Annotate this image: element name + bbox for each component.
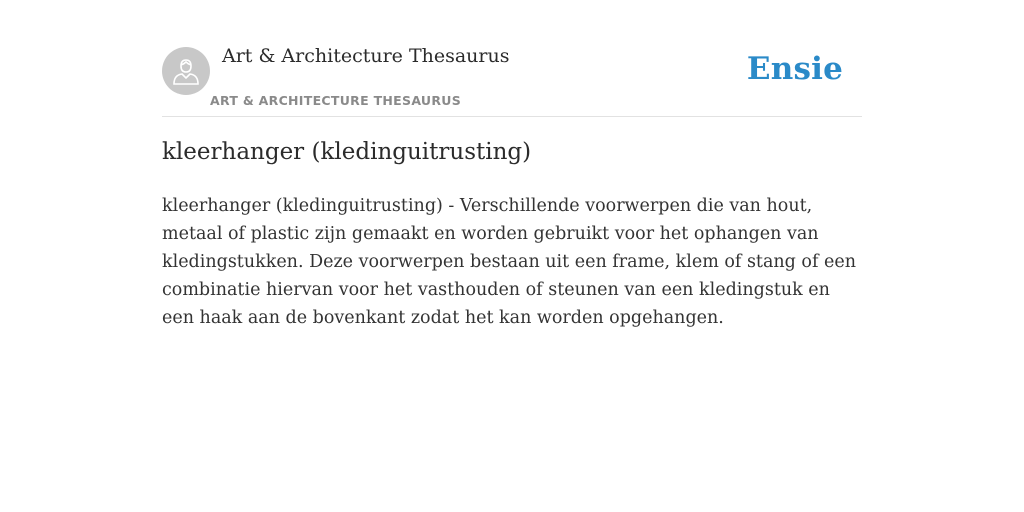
definition-text: kleerhanger (kledinguitrusting) - Verschillende voorwerpen die van hout, metaal of plastic zijn gemaakt en worden gebruikt voor het ophangen van kledingstukken. Deze voorwerpen bestaan uit een frame, klem of stang of een combinatie hiervan voor het vasthouden of steunen van een kledingstuk en een haak aan de bovenkant zodat het kan worden opgehangen. [162,196,856,328]
brand-logo[interactable]: Ensie [746,51,843,87]
source-subtitle[interactable]: ART & ARCHITECTURE THESAURUS [210,93,462,108]
user-icon [171,56,201,86]
source-header [162,40,862,117]
avatar[interactable] [162,47,210,95]
page-title: kleerhanger (kledinguitrusting) [162,139,532,165]
source-title[interactable]: Art & Architecture Thesaurus [222,45,510,67]
